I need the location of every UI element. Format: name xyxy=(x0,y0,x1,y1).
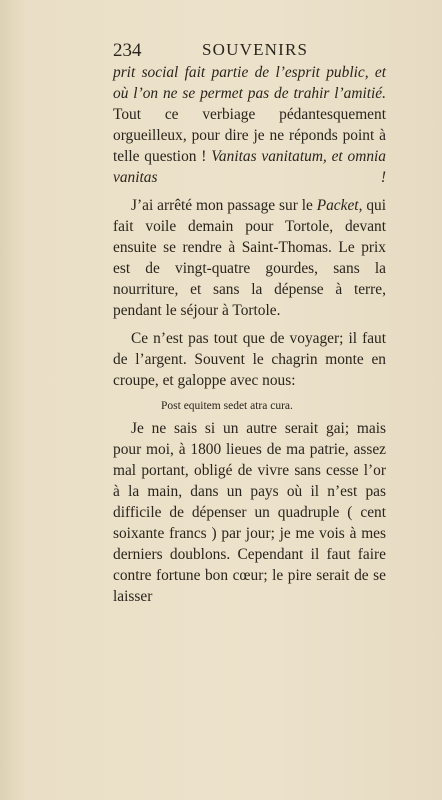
paragraph-2-rest: qui fait voile demain pour Tortole, devant ensuite se rendre à Saint-Thomas. Le prix est de vingt-quatre gourdes, sans la nourriture, et sans la dépense à terre, pendant le séjour à Tortole. xyxy=(113,197,386,319)
page-number: 234 xyxy=(113,40,142,61)
paragraph-2 xyxy=(113,195,386,321)
latin-phrase: Vanitas vanitatum, et omnia vanitas ! xyxy=(113,148,386,186)
paragraph-1-italic: prit social fait partie de l’esprit public, et où l’on ne se permet pas de trahir l’amitié. xyxy=(113,64,386,102)
running-head: SOUVENIRS xyxy=(202,40,309,59)
body-text xyxy=(113,62,386,607)
ship-name: Packet, xyxy=(316,197,363,214)
paragraph-1-text: Tout ce verbiage pédantesquement orgueilleux, pour dire je ne réponds point à telle question ! xyxy=(113,106,386,165)
latin-quote: Post equitem sedet atra cura. xyxy=(161,400,293,412)
paragraph-4: Je ne sais si un autre serait gai; mais pour moi, à 1800 lieues de ma patrie, assez mal portant, obligé de vivre sans cesse l’or à la main, dans un pays où il n’est pas difficile de dépenser un quadruple ( cent soixante francs ) par jour; je me vois à mes derniers doublons. Cependant il faut faire contre fortune bon cœur; le pire serait de se laisser xyxy=(113,420,386,605)
paragraph-1 xyxy=(113,62,386,188)
paragraph-2-text: J’ai arrêté mon passage sur le xyxy=(131,197,313,214)
paragraph-3: Ce n’est pas tout que de voyager; il faut de l’argent. Souvent le chagrin monte en croupe, et galoppe avec nous: xyxy=(113,330,386,389)
